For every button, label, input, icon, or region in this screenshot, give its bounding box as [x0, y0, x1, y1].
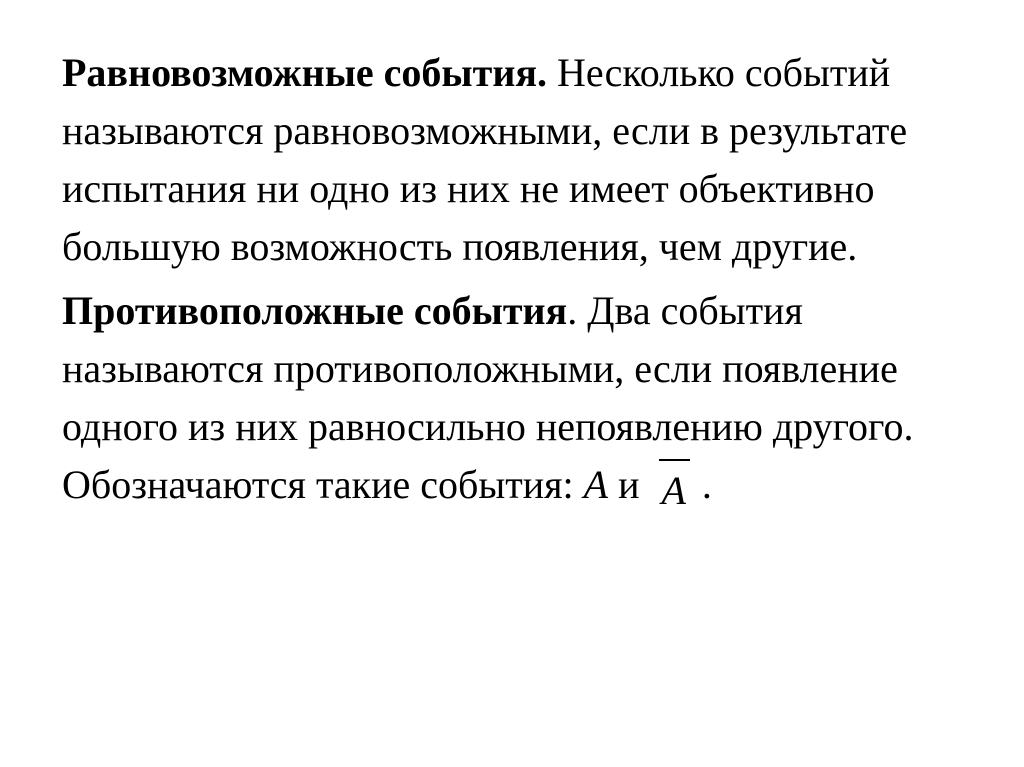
sentence-end: .: [691, 462, 712, 507]
conjunction-text: и: [608, 462, 650, 507]
definition-text-opposite: . Два события называются противоположными, если появление одного из них равносильно непоявлению другого. Обозначаются такие события:: [62, 288, 914, 507]
event-a-complement-symbol: A: [655, 471, 691, 511]
term-opposite-events: Противоположные события: [62, 288, 568, 333]
event-a-symbol: A: [583, 462, 609, 507]
slide-content: [62, 44, 992, 514]
definition-equiprobable-events: [62, 44, 992, 276]
term-equiprobable-events: Равновозможные события.: [62, 50, 547, 95]
definition-text-equiprobable: Несколько событий называются равновозможными, если в результате испытания ни одно из них не имеет объективно большую возможность появления, чем другие.: [62, 50, 908, 269]
definition-opposite-events: [62, 282, 992, 514]
